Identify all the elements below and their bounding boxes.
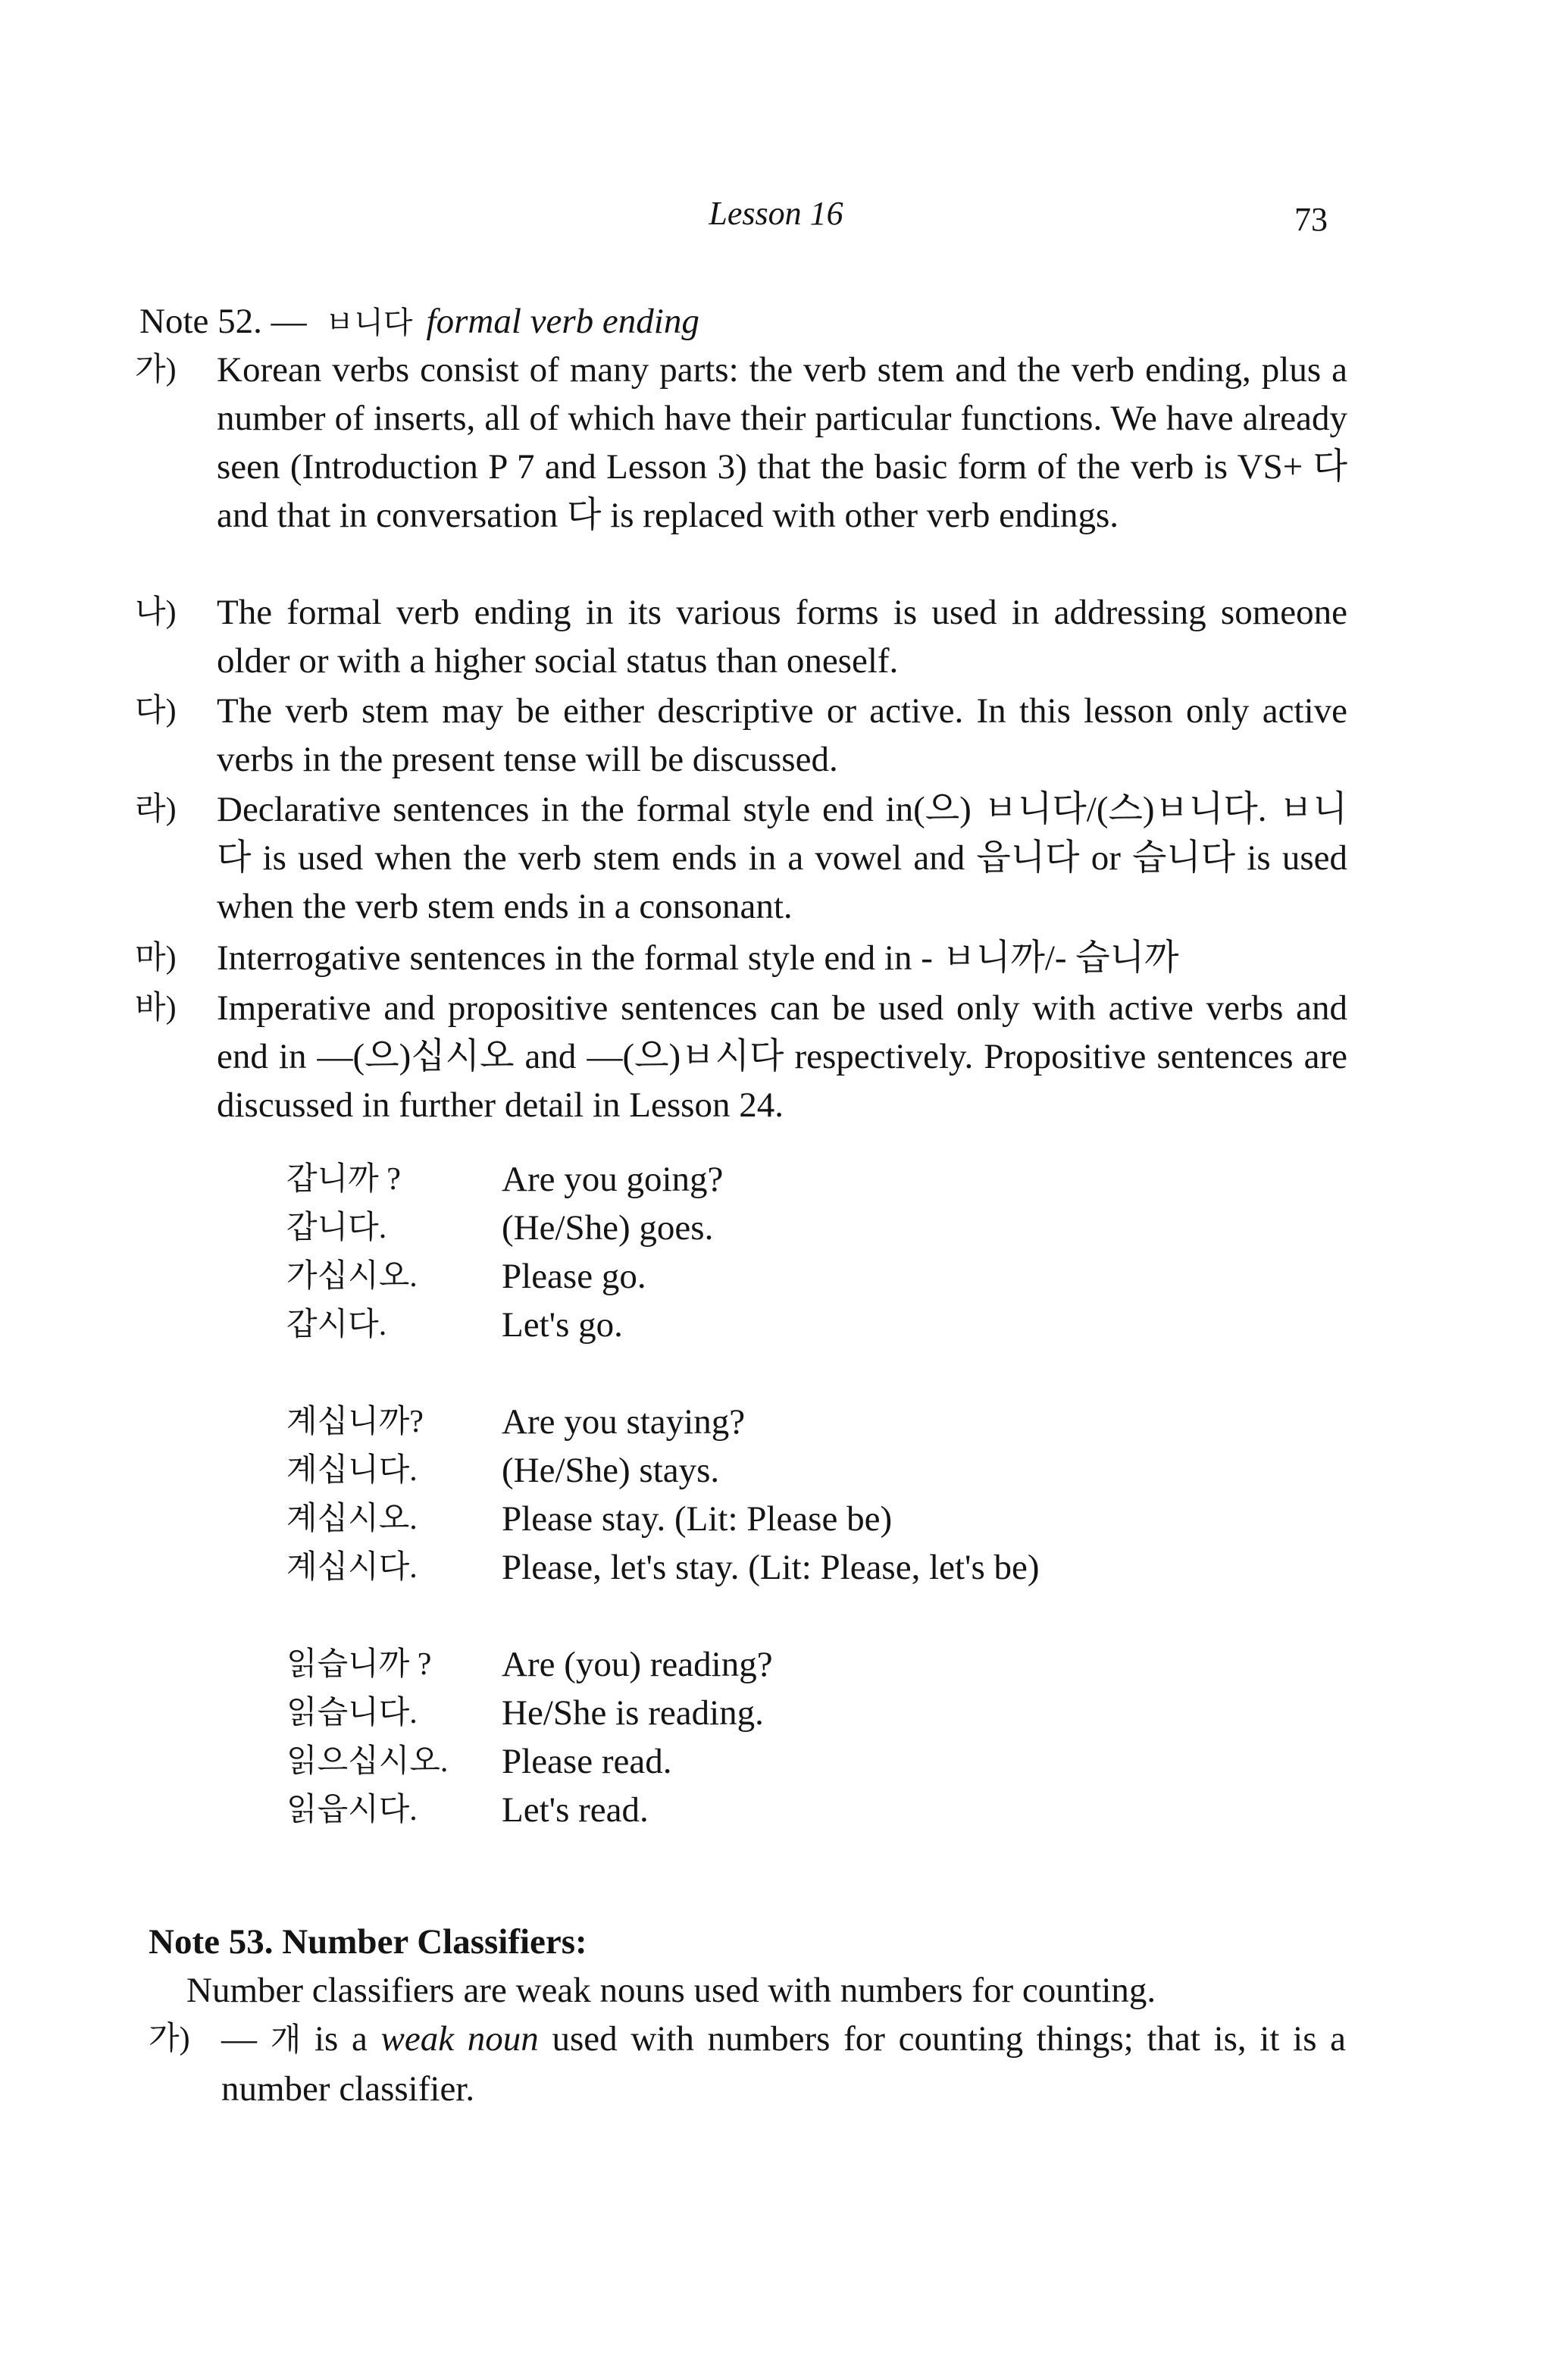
example-korean: 계십시오. — [286, 1502, 418, 1536]
item-text — [221, 2015, 1346, 2113]
note-52-label: Note 52. — — [139, 302, 307, 341]
running-header: Lesson 16 — [709, 195, 843, 232]
item-pre: is a — [314, 2019, 368, 2059]
note-52-item-6 — [135, 984, 1347, 1129]
note-52-item-1 — [135, 346, 1347, 540]
example-english: Please go. — [502, 1257, 646, 1296]
example-korean: 읽읍시다. — [286, 1793, 418, 1827]
example-korean: 읽으십시오. — [286, 1744, 449, 1779]
item-text: Interrogative sentences in the formal style end in - ㅂ니까/- 습니까 — [217, 938, 1179, 978]
example-english: Please read. — [502, 1742, 672, 1781]
example-english: Please, let's stay. (Lit: Please, let's be) — [502, 1548, 1040, 1587]
example-korean: 갑시다. — [286, 1307, 387, 1342]
item-text: The formal verb ending in its various forms is used in addressing someone older or with a higher social status than oneself. — [217, 593, 1347, 681]
note-52-title: formal verb ending — [426, 302, 699, 341]
example-english: (He/She) goes. — [502, 1208, 714, 1248]
note-53-heading: Note 53. Number Classifiers: — [149, 1922, 587, 1962]
item-korean: 개 — [270, 2023, 302, 2058]
note-52-heading — [139, 297, 699, 347]
item-marker: 가) — [149, 2021, 190, 2056]
note-52-item-5 — [135, 934, 1347, 982]
item-dash: — — [221, 2019, 257, 2059]
example-korean: 읽습니다. — [286, 1696, 418, 1730]
item-marker: 라) — [135, 792, 177, 827]
note-53-item-1 — [149, 2015, 1346, 2113]
example-english: Let's go. — [502, 1305, 623, 1345]
example-english: He/She is reading. — [502, 1693, 764, 1733]
item-marker: 나) — [135, 595, 177, 630]
item-marker: 바) — [135, 991, 177, 1026]
example-english: Are you staying? — [502, 1402, 746, 1442]
example-korean: 계십니다. — [286, 1453, 418, 1488]
item-text: Korean verbs consist of many parts: the verb stem and the verb ending, plus a number of inserts, all of which have their particular functions. We have already seen (Introduction P 7 and Lesson 3) that the basic form of the verb is VS+ 다 and that in conversation 다 is replaced with other verb endings. — [217, 350, 1347, 535]
note-52-item-3 — [135, 687, 1347, 784]
item-post: used with numbers for counting things; that is, it is a number classifier. — [221, 2019, 1347, 2109]
example-korean: 계십니까? — [286, 1405, 424, 1439]
item-marker: 다) — [135, 694, 177, 728]
example-korean: 읽습니까 ? — [286, 1647, 432, 1682]
note-53-intro: Number classifiers are weak nouns used with numbers for counting. — [186, 1971, 1156, 2010]
item-emphasis: weak noun — [380, 2019, 539, 2059]
note-52-ending: ㅂ니다 — [324, 305, 413, 340]
example-korean: 가십시오. — [286, 1259, 418, 1294]
example-english: Please stay. (Lit: Please be) — [502, 1499, 893, 1539]
example-korean: 갑니까 ? — [286, 1162, 401, 1197]
item-text: Imperative and propositive sentences can be used only with active verbs and end in —(으)십시오 and —(으)ㅂ시다 respectively. Propositive sentences are discussed in further detail in Lesson 24. — [217, 988, 1347, 1125]
example-english: Are (you) reading? — [502, 1645, 773, 1684]
example-english: Are you going? — [502, 1160, 724, 1199]
item-marker: 가) — [135, 352, 177, 387]
page-number: 73 — [1294, 201, 1328, 238]
example-korean: 계십시다. — [286, 1550, 418, 1585]
note-52-item-4 — [135, 785, 1347, 931]
example-english: Let's read. — [502, 1790, 649, 1830]
example-english: (He/She) stays. — [502, 1451, 720, 1490]
note-52-item-2 — [135, 588, 1347, 685]
item-text: Declarative sentences in the formal style end in(으) ㅂ니다/(스)ㅂ니다. ㅂ니다 is used when the verb stem ends in a vowel and 읍니다 or 습니다 is used when the verb stem ends in a consonant. — [217, 790, 1347, 926]
example-korean: 갑니다. — [286, 1210, 387, 1245]
item-marker: 마) — [135, 941, 177, 975]
item-text: The verb stem may be either descriptive or active. In this lesson only active verbs in the present tense will be discussed. — [217, 691, 1347, 779]
